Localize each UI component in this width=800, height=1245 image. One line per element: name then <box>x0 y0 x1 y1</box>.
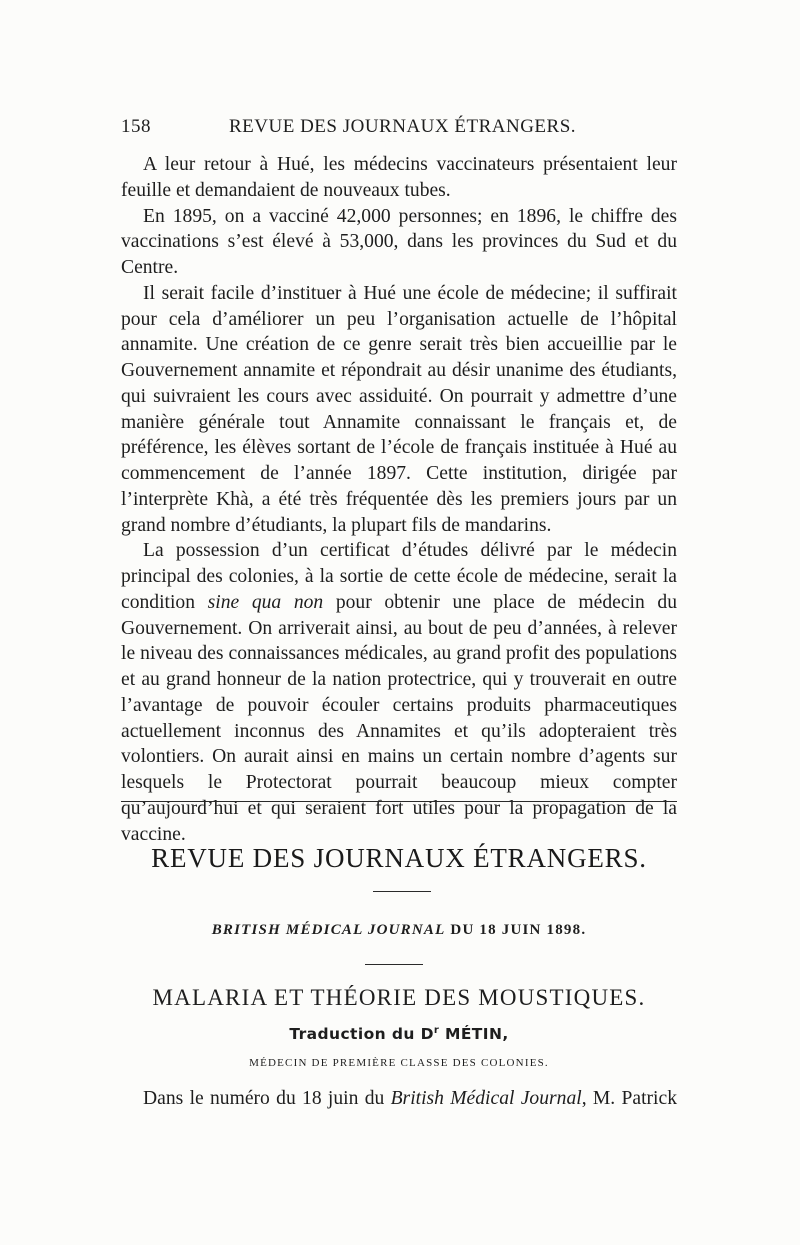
translator-name: MÉTIN, <box>439 1025 509 1044</box>
paragraph-4-text-a: La possession d’un certificat d’études délivré par le médecin principal des colonies, à la sortie de cette école de médecine, serait la condition <box>121 540 677 613</box>
journal-name: BRITISH MÉDICAL JOURNAL <box>211 922 446 938</box>
article-opening-line <box>121 1086 677 1111</box>
paragraph-2: En 1895, on a vacciné 42,000 personnes; en 1896, le chiffre des vaccinations s’est élevé à 53,000, dans les provinces du Sud et du Centre. <box>121 205 677 278</box>
short-rule-bottom <box>365 964 423 965</box>
paragraph-1: A leur retour à Hué, les médecins vaccinateurs présentaient leur feuille et demandaient de nouveaux tubes. <box>121 154 677 201</box>
journal-source-line <box>121 922 677 939</box>
paragraph-3: Il serait facile d’instituer à Hué une école de médecine; il suffirait pour cela d’améliorer un peu l’organisation actuelle de l’hôpital annamite. Une création de ce genre serait très bien accueillie par le Gouvernement annamite et répondrait au désir unanime des étudiants, qui suivraient les cours avec assiduité. On pourrait y admettre d’une manière générale tout Annamite connaissant le français et, de préférence, les élèves sortant de l’école de français instituée à Hué au commencement de l’année 1897. Cette institution, dirigée par l’interprète Khà, a été très fréquentée dès les premiers jours par un grand nombre d’étudiants, la plupart fils de mandarins. <box>121 282 677 536</box>
opening-text-b: , M. Patrick <box>581 1088 677 1109</box>
article-title: MALARIA ET THÉORIE DES MOUSTIQUES. <box>152 985 646 1010</box>
section-divider <box>121 801 677 802</box>
running-head: REVUE DES JOURNAUX ÉTRANGERS. <box>229 116 577 137</box>
journal-date: DU 18 JUIN 1898. <box>445 922 587 938</box>
page-header <box>121 116 681 140</box>
opening-text-a: Dans le numéro du 18 juin du <box>143 1088 391 1109</box>
paragraph-4-text-b: pour obtenir une place de médecin du Gouvernement. On arriverait ainsi, au bout de peu d’années, à relever le niveau des connaissances médicales, au grand profit des populations et au grand honneur de la nation protectrice, qui y trouverait en outre l’avantage de pouvoir écouler certains produits pharmaceutiques actuellement inconnus des Annamites et qu’ils adopteraient très volontiers. On aurait ainsi en mains un certain nombre d’agents sur lesquels le Protectorat pourrait beaucoup mieux compter qu’aujourd’hui et qui seraient fort utiles pour la propagation de la vaccine. <box>121 591 678 845</box>
section-title: REVUE DES JOURNAUX ÉTRANGERS. <box>151 843 647 873</box>
translator-title: MÉDECIN DE PREMIÈRE CLASSE DES COLONIES. <box>249 1057 549 1069</box>
latin-phrase: sine qua non <box>207 591 324 613</box>
translation-credit <box>121 1025 677 1043</box>
translation-prefix: Traduction du D <box>289 1025 434 1044</box>
short-rule-top <box>373 891 431 892</box>
page-number: 158 <box>121 116 151 137</box>
doctor-abbrev-sup: r <box>433 1025 440 1036</box>
body-text <box>121 152 677 847</box>
journal-reference: British Médical Journal <box>390 1088 582 1109</box>
